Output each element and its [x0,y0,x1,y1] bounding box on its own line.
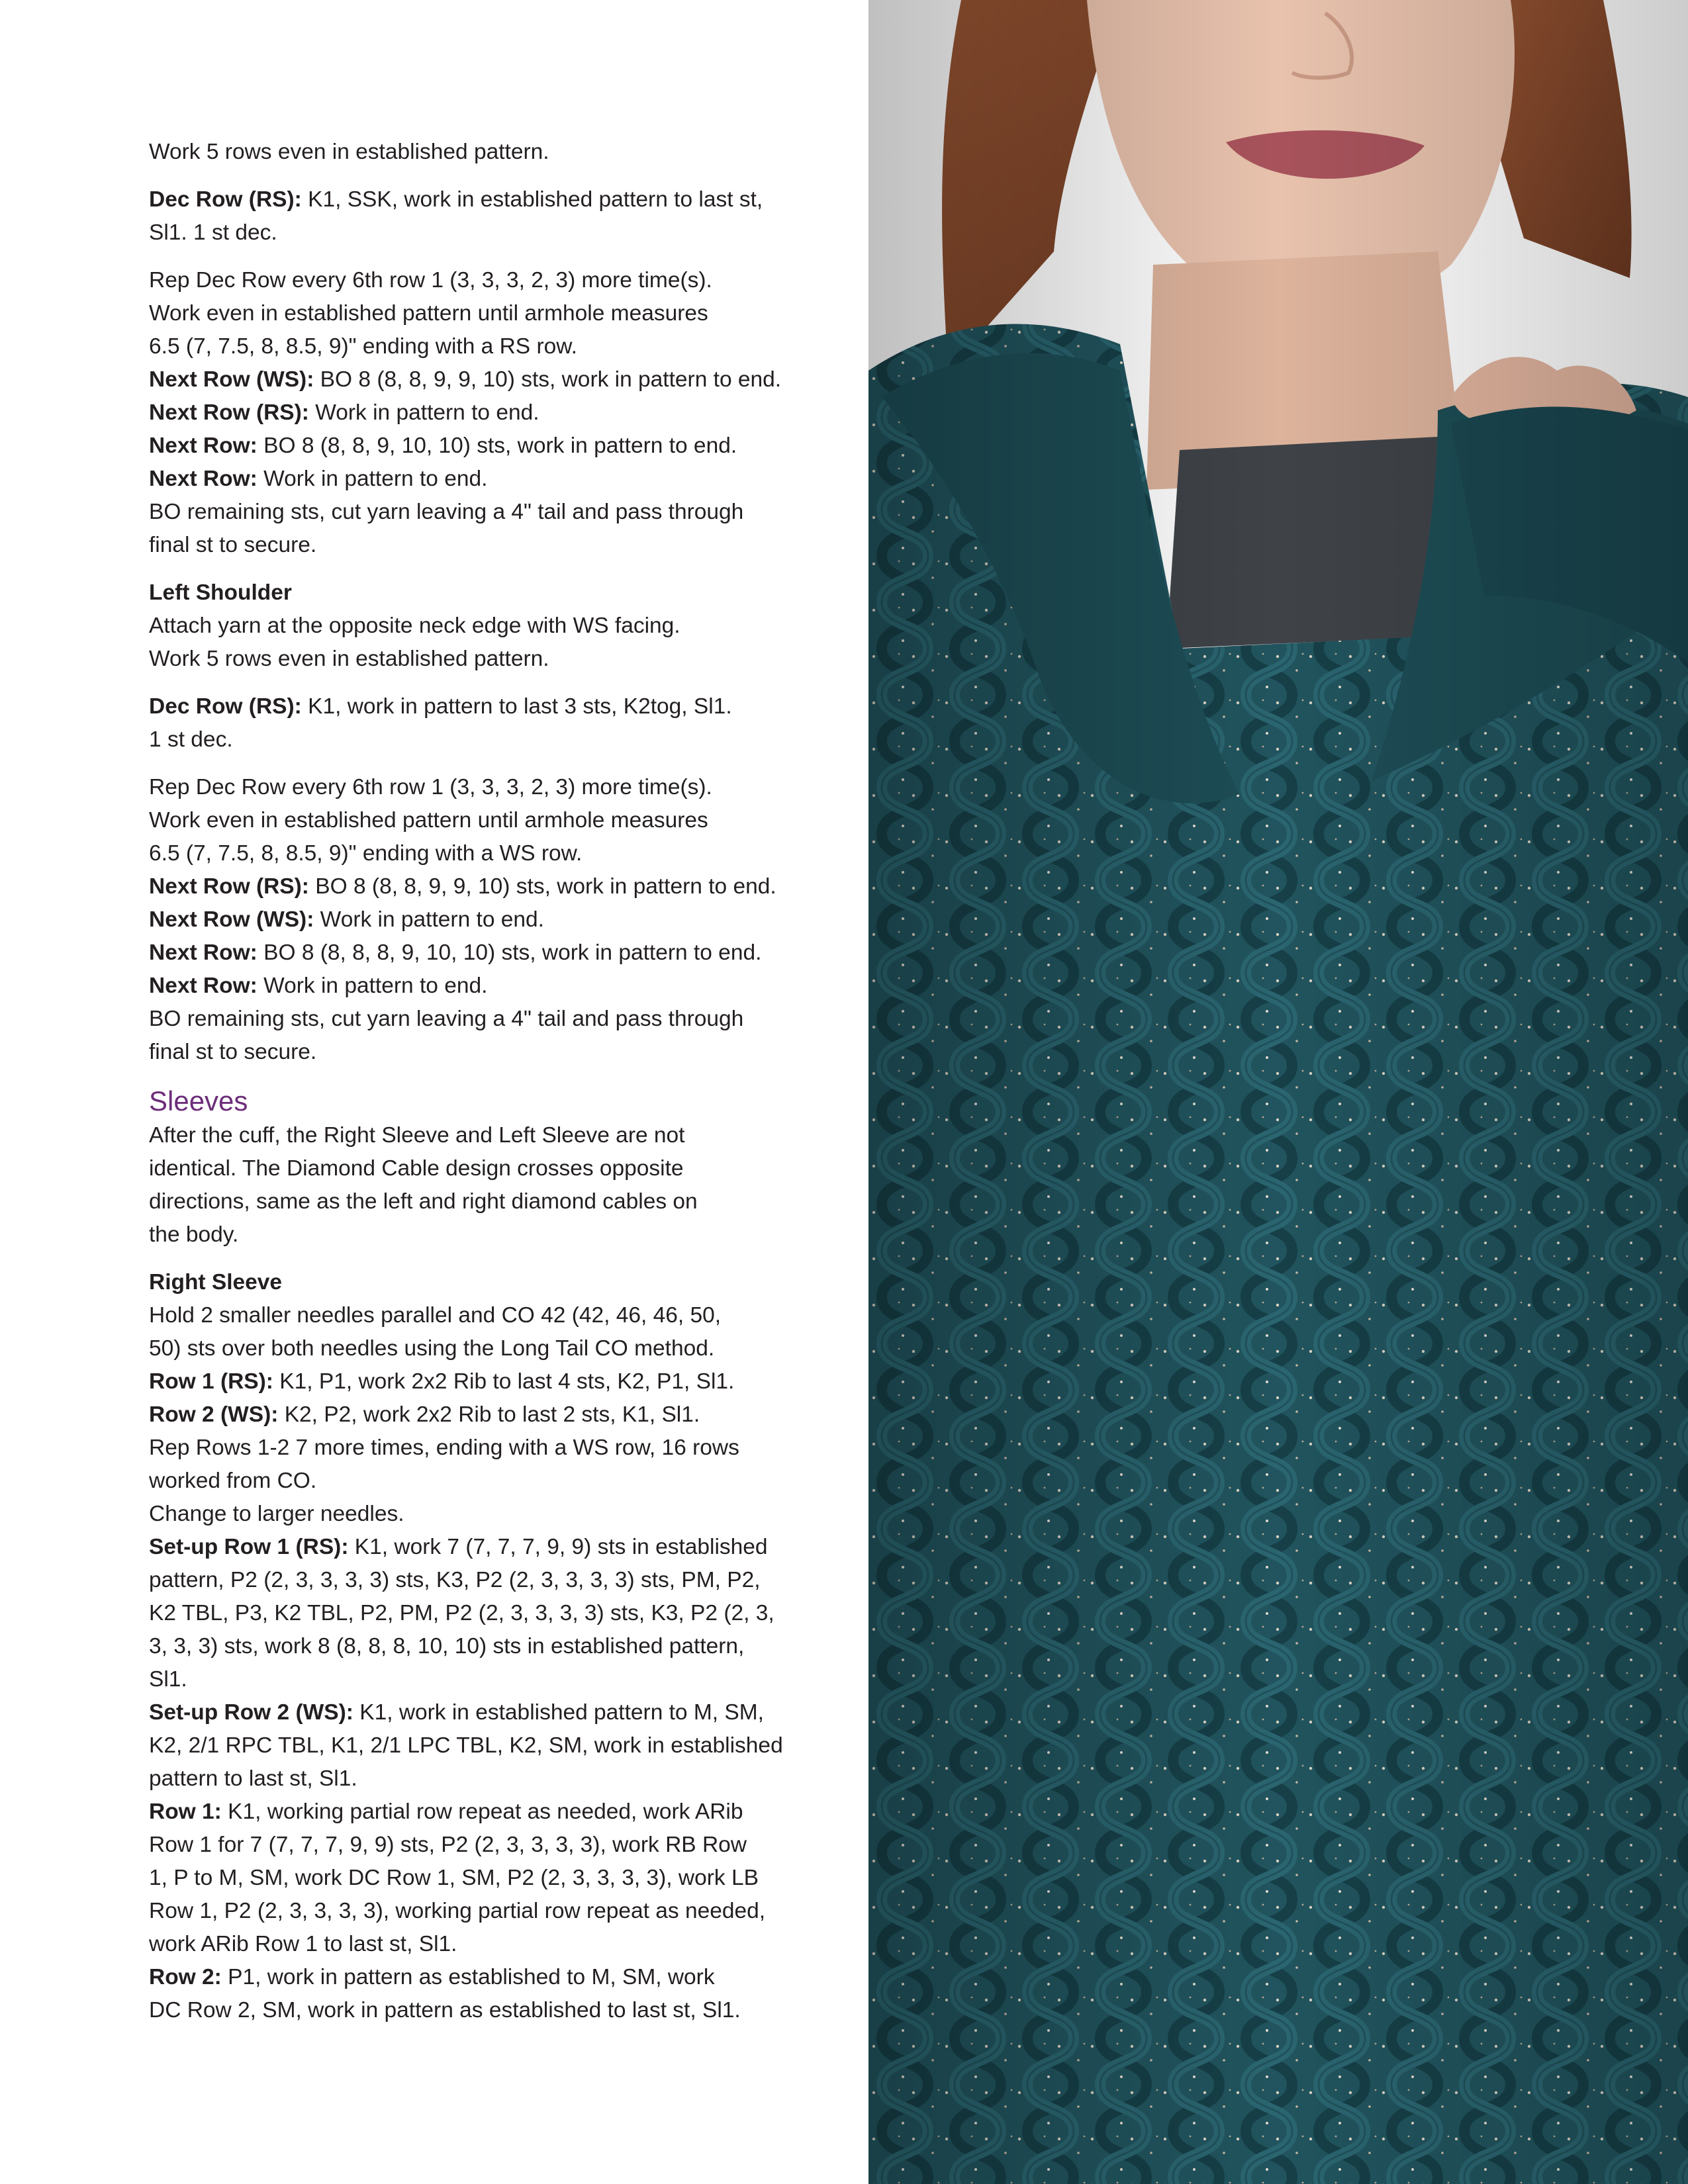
row-label: Dec Row (RS): [149,694,302,719]
line-text: K1, working partial row repeat as needed, work ARib [221,1799,743,1824]
instruction-line [149,1266,837,1299]
row-label: Row 2: [149,1965,222,1989]
instruction-line [149,970,837,1003]
line-text: BO 8 (8, 8, 9, 10, 10) sts, work in pattern to end. [257,433,737,458]
instruction-line [149,576,837,610]
row-label: Next Row (RS): [149,400,309,425]
instruction-line [149,1185,837,1218]
instruction-line [149,1762,837,1796]
line-text: the body. [149,1222,239,1247]
sweater-photo-illustration [868,0,1688,2184]
subheading: Left Shoulder [149,580,292,605]
instruction-line [149,1299,837,1332]
instruction-line [149,870,837,903]
instruction-line [149,1928,837,1961]
line-text: BO remaining sts, cut yarn leaving a 4" tail and pass through [149,500,744,524]
instruction-line [149,1432,837,1465]
line-text: Work 5 rows even in established pattern. [149,140,549,164]
instruction-line [149,1663,837,1696]
line-text: K2 TBL, P3, K2 TBL, P2, PM, P2 (2, 3, 3, 3, 3) sts, K3, P2 (2, 3, [149,1601,774,1625]
line-text: 6.5 (7, 7.5, 8, 8.5, 9)" ending with a RS row. [149,334,577,359]
line-text: K1, work in established pattern to M, SM, [353,1700,764,1725]
instruction-line [149,1796,837,1829]
instruction-line [149,936,837,970]
line-text: K1, SSK, work in established pattern to last st, [301,187,763,212]
instruction-line [149,1332,837,1365]
instruction-line [149,1564,837,1597]
line-text: work ARib Row 1 to last st, Sl1. [149,1932,457,1956]
line-text: pattern to last st, Sl1. [149,1766,357,1791]
row-label: Row 1 (RS): [149,1369,273,1394]
instruction-line [149,1152,837,1185]
pattern-text-column [149,136,837,2042]
instruction-line [149,804,837,837]
line-text: Work even in established pattern until armhole measures [149,301,708,326]
instruction-line [149,1218,837,1251]
row-label: Row 2 (WS): [149,1402,279,1427]
instruction-line [149,690,837,723]
instruction-line [149,903,837,936]
instruction-line [149,1398,837,1432]
instruction-line [149,771,837,804]
line-text: Work in pattern to end. [257,467,488,491]
line-text: Rep Dec Row every 6th row 1 (3, 3, 3, 2, 3) more time(s). [149,775,712,799]
row-label: Next Row (WS): [149,367,314,392]
line-text: K1, work 7 (7, 7, 7, 9, 9) sts in established [348,1535,768,1559]
instruction-line [149,1465,837,1498]
line-text: Work 5 rows even in established pattern. [149,647,549,671]
instruction-paragraph [149,771,837,1069]
row-label: Next Row: [149,467,258,491]
line-text: Hold 2 smaller needles parallel and CO 42 (42, 46, 46, 50, [149,1303,722,1328]
line-text: Attach yarn at the opposite neck edge with WS facing. [149,614,680,638]
instruction-line [149,1895,837,1928]
line-text: BO 8 (8, 8, 9, 9, 10) sts, work in pattern to end. [314,367,782,392]
instruction-line [149,1597,837,1630]
line-text: final st to secure. [149,1040,317,1064]
instruction-paragraph [149,136,837,169]
line-text: Work even in established pattern until armhole measures [149,808,708,833]
row-label: Next Row: [149,433,258,458]
row-label: Set-up Row 1 (RS): [149,1535,349,1559]
line-text: identical. The Diamond Cable design crosses opposite [149,1156,684,1181]
line-text: pattern, P2 (2, 3, 3, 3, 3) sts, K3, P2 (2, 3, 3, 3, 3) sts, PM, P2, [149,1568,761,1592]
line-text: 1, P to M, SM, work DC Row 1, SM, P2 (2, 3, 3, 3, 3), work LB [149,1866,759,1890]
line-text: Change to larger needles. [149,1502,404,1526]
instruction-line [149,216,837,250]
instruction-line [149,1003,837,1036]
line-text: K2, 2/1 RPC TBL, K1, 2/1 LPC TBL, K2, SM, work in established [149,1733,783,1758]
instruction-paragraph [149,1266,837,2027]
instruction-line [149,264,837,297]
line-text: BO 8 (8, 8, 9, 9, 10) sts, work in pattern to end. [308,874,776,899]
line-text: Rep Rows 1-2 7 more times, ending with a WS row, 16 rows [149,1435,739,1460]
instruction-line [149,1961,837,1994]
instruction-line [149,183,837,216]
line-text: After the cuff, the Right Sleeve and Left Sleeve are not [149,1123,685,1148]
line-text: K1, work in pattern to last 3 sts, K2tog, Sl1. [301,694,732,719]
section-heading: Sleeves [149,1085,248,1116]
row-label: Next Row: [149,940,258,965]
instruction-line [149,1630,837,1663]
instruction-line [149,330,837,363]
row-label: Set-up Row 2 (WS): [149,1700,353,1725]
instruction-paragraph [149,264,837,562]
line-text: Row 1, P2 (2, 3, 3, 3, 3), working partial row repeat as needed, [149,1899,766,1923]
instruction-line [149,1119,837,1152]
line-text: P1, work in pattern as established to M, SM, work [221,1965,715,1989]
instruction-line [149,529,837,562]
instruction-line [149,1036,837,1069]
instruction-line [149,1862,837,1895]
line-text: K2, P2, work 2x2 Rib to last 2 sts, K1, Sl1. [278,1402,700,1427]
line-text: 3, 3, 3) sts, work 8 (8, 8, 8, 10, 10) sts in established pattern, [149,1634,745,1659]
instruction-line [149,463,837,496]
instruction-line [149,837,837,870]
line-text: 50) sts over both needles using the Long Tail CO method. [149,1336,715,1361]
line-text: final st to secure. [149,533,317,557]
instruction-line [149,1696,837,1729]
instruction-line [149,1729,837,1762]
instruction-line [149,1498,837,1531]
instruction-paragraph [149,690,837,756]
instruction-line [149,496,837,529]
line-text: BO remaining sts, cut yarn leaving a 4" tail and pass through [149,1007,744,1031]
row-label: Next Row (WS): [149,907,314,932]
row-label: Dec Row (RS): [149,187,302,212]
instruction-paragraph [149,183,837,250]
line-text: Row 1 for 7 (7, 7, 7, 9, 9) sts, P2 (2, 3, 3, 3, 3), work RB Row [149,1833,747,1857]
instruction-paragraph [149,1119,837,1251]
line-text: worked from CO. [149,1469,317,1493]
instruction-line [149,136,837,169]
line-text: DC Row 2, SM, work in pattern as established to last st, Sl1. [149,1998,741,2023]
row-label: Next Row (RS): [149,874,309,899]
line-text: Rep Dec Row every 6th row 1 (3, 3, 3, 2, 3) more time(s). [149,268,712,293]
instruction-line [149,396,837,430]
instruction-line [149,1365,837,1398]
instruction-line [149,643,837,676]
line-text: Work in pattern to end. [308,400,539,425]
line-text: Work in pattern to end. [314,907,544,932]
model-photo [868,0,1688,2184]
instruction-line [149,1531,837,1564]
instruction-line [149,1994,837,2027]
row-label: Row 1: [149,1799,222,1824]
line-text: directions, same as the left and right diamond cables on [149,1189,698,1214]
instruction-line [149,1829,837,1862]
instruction-line [149,297,837,330]
line-text: Work in pattern to end. [257,974,488,998]
line-text: Sl1. [149,1667,187,1692]
line-text: K1, P1, work 2x2 Rib to last 4 sts, K2, P1, Sl1. [273,1369,735,1394]
line-text: 1 st dec. [149,727,233,752]
row-label: Next Row: [149,974,258,998]
instruction-line [149,363,837,396]
line-text: BO 8 (8, 8, 8, 9, 10, 10) sts, work in pattern to end. [257,940,762,965]
instruction-line [149,430,837,463]
instruction-paragraph [149,576,837,676]
line-text: 6.5 (7, 7.5, 8, 8.5, 9)" ending with a WS row. [149,841,583,866]
line-text: Sl1. 1 st dec. [149,220,277,245]
instruction-line [149,723,837,756]
instruction-line [149,610,837,643]
subheading: Right Sleeve [149,1270,283,1295]
